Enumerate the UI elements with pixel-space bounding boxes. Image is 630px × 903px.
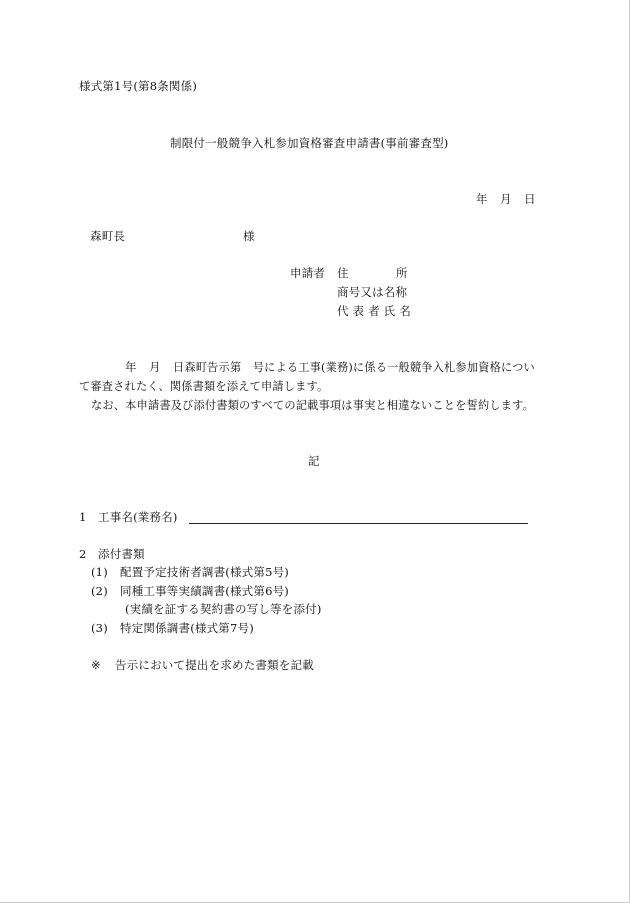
representative-label: 代 表 者 氏 名 — [337, 304, 411, 318]
sub2-number: (2) — [91, 584, 108, 598]
item1-number: 1 — [79, 510, 87, 524]
para1-year: 年 — [125, 360, 137, 374]
document-title: 制限付一般競争入札参加資格審査申請書(事前審査型) — [170, 136, 449, 150]
para1-month: 月 — [149, 360, 161, 374]
para1-line2: て審査されたく、関係書類を添えて申請します。 — [79, 380, 329, 393]
item2-number: 2 — [79, 547, 87, 561]
note-text: 告示において提出を求めた書類を記載 — [115, 658, 314, 672]
para1-line1-rest: 日森町告示第 号による工事(業務)に係る一般競争入札参加資格につい — [173, 361, 535, 374]
sub3-number: (3) — [91, 621, 108, 635]
sub3-label: 特定関係調書(様式第7号) — [120, 621, 254, 635]
form-number: 様式第1号(第8条関係) — [79, 79, 198, 93]
ki-heading: 記 — [308, 454, 320, 468]
sub2-label: 同種工事等実績調書(様式第6号) — [120, 584, 289, 598]
item2-label: 添付書類 — [98, 547, 145, 561]
sub1-number: (1) — [91, 565, 108, 579]
sub2-note: (実績を証する契約書の写し等を添付) — [125, 602, 322, 616]
item1-label: 工事名(業務名) — [98, 510, 178, 524]
note-mark: ※ — [91, 658, 101, 672]
date-day: 日 — [524, 192, 536, 206]
project-name-blank-line — [189, 523, 528, 524]
date-month: 月 — [500, 192, 512, 206]
address-label-1: 住 — [337, 266, 349, 280]
applicant-label: 申請者 — [290, 266, 326, 280]
date-year: 年 — [476, 192, 488, 206]
company-label: 商号又は名称 — [337, 285, 408, 299]
address-label-2: 所 — [396, 266, 408, 280]
para2: なお、本申請書及び添付書類のすべての記載事項は事実と相違ないことを誓約します。 — [91, 399, 534, 412]
addressee-honorific: 様 — [243, 229, 255, 243]
sub1-label: 配置予定技術者調書(様式第5号) — [120, 565, 289, 579]
addressee-name: 森町長 — [90, 229, 126, 243]
